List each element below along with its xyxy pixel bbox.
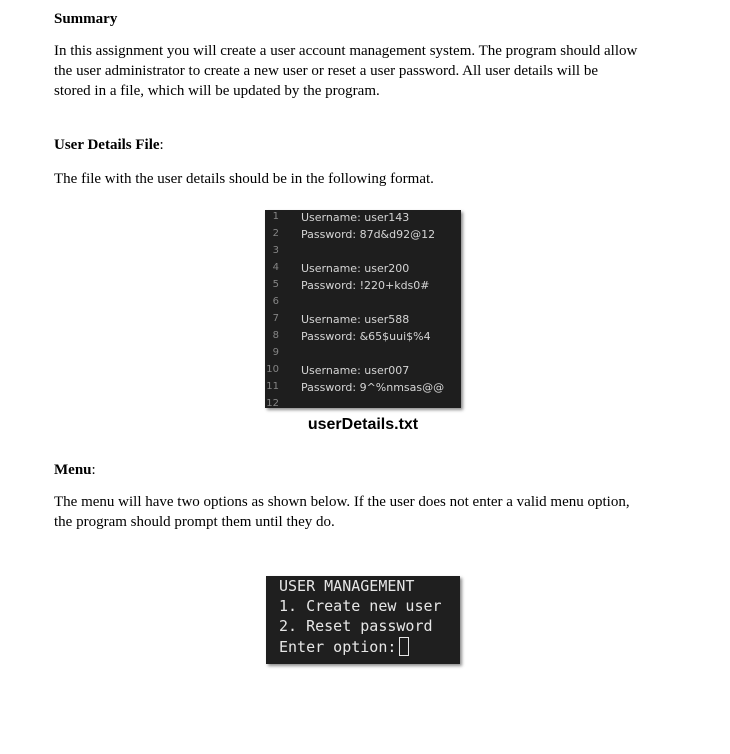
line-number: 7 [272,313,279,324]
summary-line-2: the user administrator to create a new user or reset a user password. All user details will be [54,63,598,79]
menu-heading [54,462,96,479]
menu-line-2: the program should prompt them until they do. [54,514,335,530]
menu-heading-colon: : [91,462,96,478]
code-text: Username: user143 [301,211,410,224]
editor-line [265,211,461,228]
code-text: Password: 87d&d92@12 [301,228,436,241]
user-details-heading-colon: : [159,137,164,153]
editor-line [265,381,461,398]
editor-line [265,262,461,279]
line-number: 4 [272,262,279,273]
code-text: Password: &65$uui$%4 [301,330,431,343]
line-number: 12 [266,398,279,408]
code-text: Username: user200 [301,262,410,275]
editor-line [265,398,461,408]
user-details-text: The file with the user details should be in the following format. [54,171,434,187]
line-number: 2 [272,228,279,239]
editor-line [265,228,461,245]
line-number: 6 [272,296,279,307]
line-number: 8 [272,330,279,341]
line-number: 3 [272,245,279,256]
summary-line-1: In this assignment you will create a user account management system. The program should allow [54,43,638,59]
console-prompt: Enter option: [279,638,397,656]
menu-console-image [266,576,460,664]
editor-line [265,279,461,296]
line-number: 5 [272,279,279,290]
user-details-heading [54,137,164,154]
code-text: Password: !220+kds0# [301,279,430,292]
line-number: 9 [272,347,279,358]
editor-line [265,364,461,381]
console-title: USER MANAGEMENT [279,577,415,595]
editor-line [265,296,461,313]
console-option-1: 1. Create new user [279,597,442,615]
summary-heading: Summary [54,11,118,27]
summary-paragraph [54,41,704,101]
editor-line [265,245,461,262]
line-number: 11 [266,381,279,392]
code-text: Username: user007 [301,364,410,377]
editor-line [265,313,461,330]
editor-line [265,347,461,364]
summary-line-3: stored in a file, which will be updated by the program. [54,83,380,99]
code-text: Password: 9^%nmsas@@ [301,381,445,394]
line-number: 10 [266,364,279,375]
cursor-icon [399,637,409,656]
code-text: Username: user588 [301,313,410,326]
user-details-heading-text: User Details File [54,137,160,153]
menu-paragraph [54,492,704,532]
console-option-2: 2. Reset password [279,617,433,635]
user-details-file-image [265,210,461,408]
menu-heading-text: Menu [54,462,92,478]
menu-line-1: The menu will have two options as shown below. If the user does not enter a valid menu option, [54,494,630,510]
console-prompt-line [279,637,409,656]
file-caption: userDetails.txt [307,416,419,433]
line-number: 1 [272,211,279,222]
editor-line [265,330,461,347]
